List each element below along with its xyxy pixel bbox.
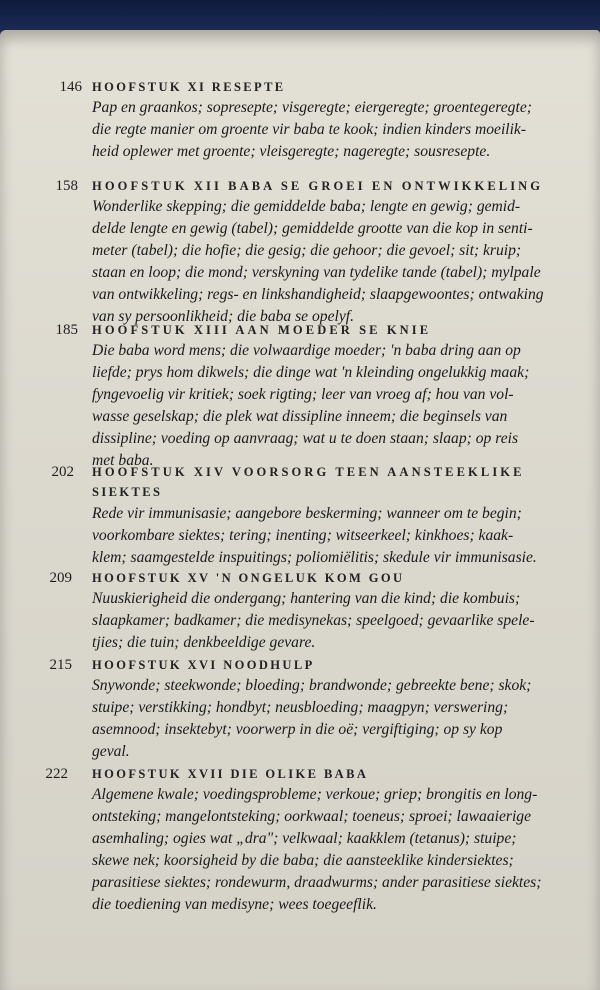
contents-line: Die baba word mens; die volwaardige moeder; 'n baba dring aan op <box>92 342 521 359</box>
contents-line: delde lengte en gewig (tabel); gemiddelde grootte van die kop in senti- <box>92 220 533 237</box>
page-number: 158 <box>55 178 78 194</box>
chapter-heading: HOOFSTUK XV 'N ONGELUK KOM GOU <box>92 571 405 585</box>
chapter-contents <box>92 196 550 328</box>
page-number: 202 <box>51 464 74 480</box>
contents-line: liefde; prys hom dikwels; die dinge wat 'n kleinding ongelukkig maak; <box>92 364 530 381</box>
contents-line: Snywonde; steekwonde; bloeding; brandwonde; gebreekte bene; skok; <box>92 677 532 694</box>
chapter-heading: HOOFSTUK XIII AAN MOEDER SE KNIE <box>92 323 432 337</box>
contents-line: voorkombare siektes; tering; inenting; witseerkeel; kinkhoes; kaak- <box>92 527 514 544</box>
contents-line: die toediening van medisyne; wees toegeeflik. <box>92 896 377 913</box>
page-number: 222 <box>45 766 68 782</box>
chapter-heading: HOOFSTUK XI RESEPTE <box>92 80 286 94</box>
contents-line: meter (tabel); die hofie; die gesig; die gehoor; die gevoel; sit; kruip; <box>92 242 522 259</box>
contents-line: Algemene kwale; voedingsprobleme; verkoue; griep; brongitis en long- <box>92 786 538 803</box>
contents-line: van ontwikkeling; regs- en linkshandigheid; slaapgewoontes; ontwaking <box>92 286 544 303</box>
contents-line: die regte manier om groente vir baba te kook; indien kinders moeilik- <box>92 121 527 138</box>
contents-line: asemnood; insektebyt; voorwerp in die oë; vergiftiging; op sy kop <box>92 721 503 738</box>
page-number: 209 <box>49 570 72 586</box>
contents-line: Pap en graankos; sopresepte; visgeregte; eiergeregte; groentegeregte; <box>92 99 532 116</box>
page-number: 185 <box>55 322 78 338</box>
contents-line: Wonderlike skepping; die gemiddelde baba; lengte en gewig; gemid- <box>92 198 521 215</box>
contents-line: stuipe; verstikking; hondbyt; neusbloeding; maagpyn; verswering; <box>92 699 509 716</box>
chapter-contents <box>92 784 550 916</box>
chapter-heading: HOOFSTUK XII BABA SE GROEI EN ONTWIKKELING <box>92 179 544 193</box>
chapter-heading-continued: SIEKTES <box>92 485 163 499</box>
contents-line: parasitiese siektes; rondewurm, draadwurms; ander parasitiese siektes; <box>92 874 542 891</box>
book-page <box>0 30 600 990</box>
contents-line: tjies; die tuin; denkbeeldige gevare. <box>92 634 316 651</box>
contents-line: ontsteking; mangelontsteking; oorkwaal; toeneus; sproei; lawaaierige <box>92 808 532 825</box>
contents-line: geval. <box>92 743 130 760</box>
contents-line: dissipline; voeding op aanvraag; wat u te doen staan; slaap; op reis <box>92 430 519 447</box>
chapter-contents <box>92 97 550 163</box>
contents-line: fyngevoelig vir kritiek; soek rigting; leer van vroeg af; hou van vol- <box>92 386 514 403</box>
chapter-heading: HOOFSTUK XIV VOORSORG TEEN AANSTEEKLIKE <box>92 465 525 479</box>
contents-line: asemhaling; ogies wat „dra"; velkwaal; kaakklem (tetanus); stuipe; <box>92 830 517 847</box>
contents-line: staan en loop; die mond; verskyning van tydelike tande (tabel); mylpale <box>92 264 541 281</box>
chapter-heading: HOOFSTUK XVII DIE OLIKE BABA <box>92 767 369 781</box>
contents-line: wasse geselskap; die plek wat dissipline inneem; die beginsels van <box>92 408 508 425</box>
contents-line: Rede vir immunisasie; aangebore beskerming; wanneer om te begin; <box>92 505 522 522</box>
page-number: 146 <box>59 79 82 95</box>
contents-line: slaapkamer; badkamer; die medisynekas; speelgoed; gevaarlike spele- <box>92 612 535 629</box>
chapter-contents <box>92 675 550 763</box>
chapter-contents <box>92 503 550 569</box>
contents-line: met baba. <box>92 452 154 469</box>
chapter-heading: HOOFSTUK XVI NOODHULP <box>92 658 315 672</box>
contents-line: Nuuskierigheid die ondergang; hantering van die kind; die kombuis; <box>92 590 521 607</box>
contents-line: klem; saamgestelde inspuitings; poliomiëlitis; skedule vir immunisasie. <box>92 549 537 566</box>
contents-line: skewe nek; koorsigheid by die baba; die aansteeklike kindersiektes; <box>92 852 514 869</box>
chapter-contents <box>92 340 550 472</box>
chapter-contents <box>92 588 550 654</box>
contents-line: van sy persoonlikheid; die baba se opelyf. <box>92 308 354 325</box>
contents-line: heid oplewer met groente; vleisgeregte; nageregte; sousresepte. <box>92 143 491 160</box>
page-number: 215 <box>49 657 72 673</box>
